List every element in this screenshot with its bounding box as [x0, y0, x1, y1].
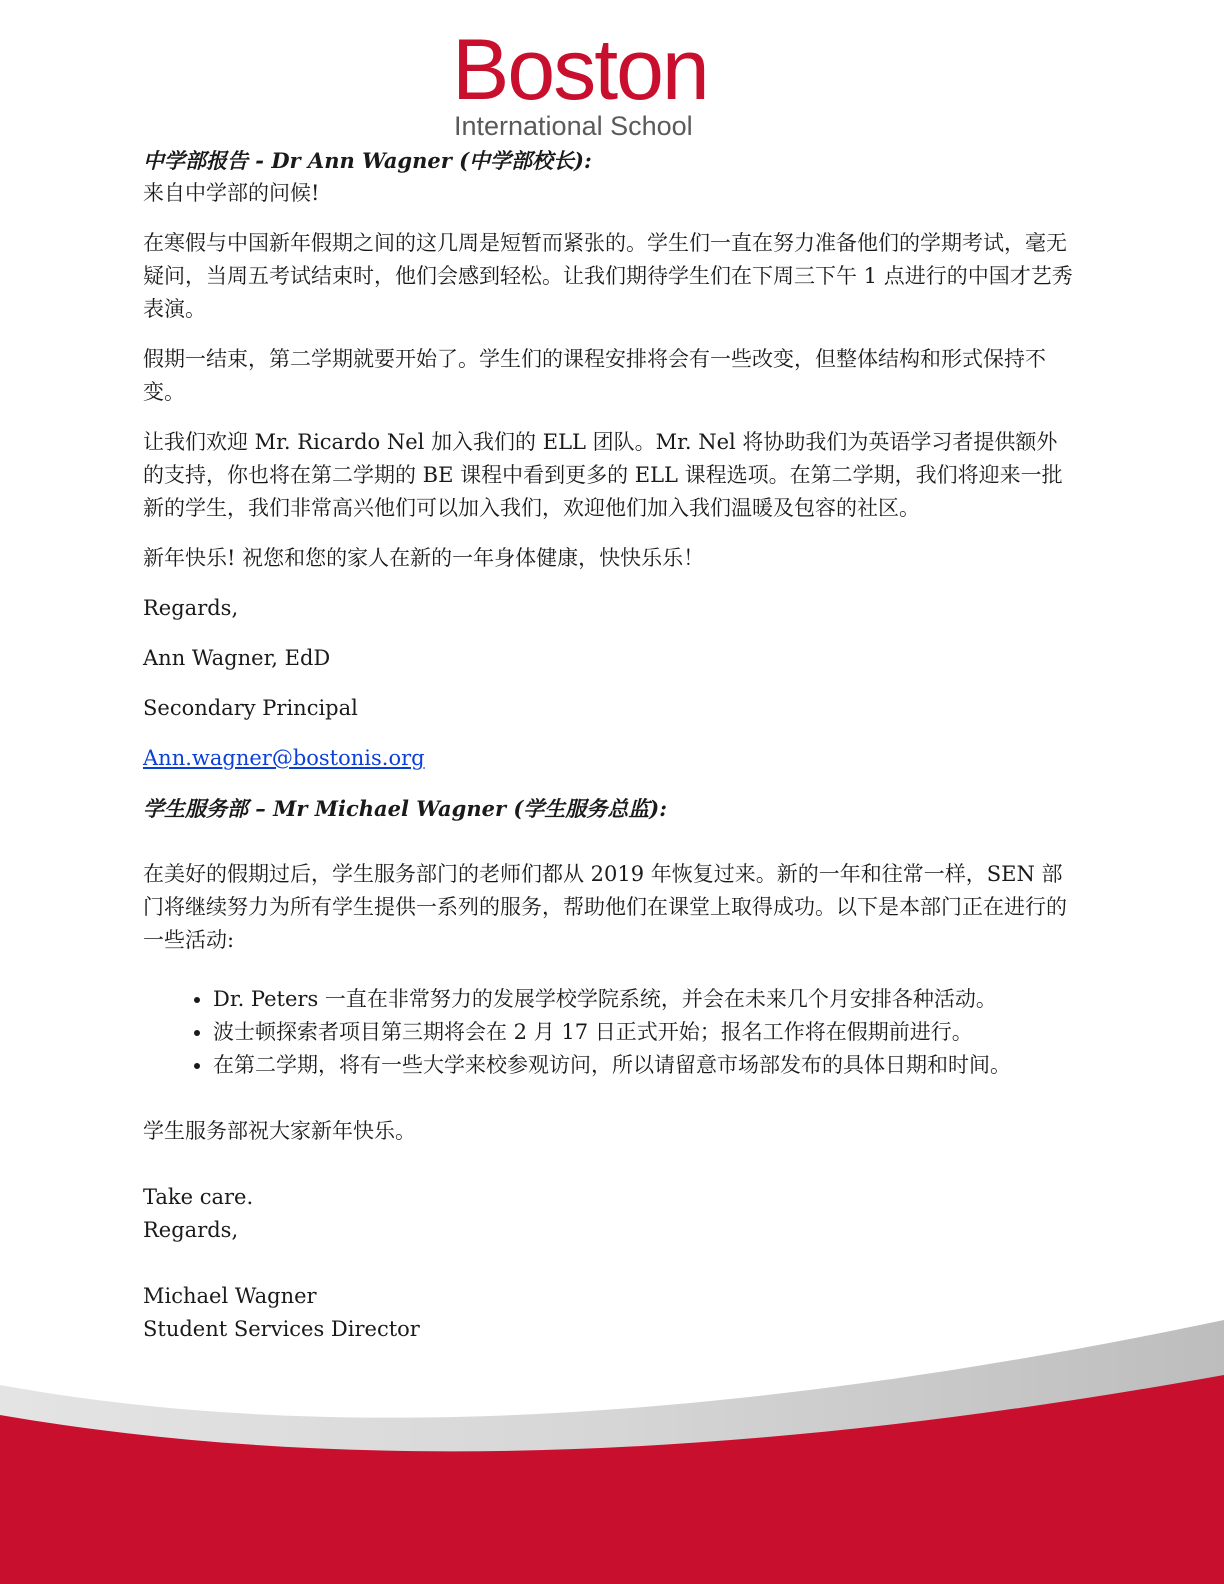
- student-services-take-care: Take care.: [143, 1185, 254, 1209]
- school-logo: [452, 22, 752, 142]
- list-item: • 在第二学期，将有一些大学来校参观访问，所以请留意市场部发布的具体日期和时间。: [213, 1049, 1073, 1082]
- student-services-paragraph-1: 在美好的假期过后，学生服务部门的老师们都从 2019 年恢复过来。新的一年和往常一样，SEN 部门将继续努力为所有学生提供一系列的服务，帮助他们在课堂上取得成功。以下是本部门正在进行的一些活动:: [143, 862, 1067, 952]
- list-item: • 波士顿探索者项目第三期将会在 2 月 17 日正式开始；报名工作将在假期前进行。: [213, 1016, 1073, 1049]
- student-services-list: [143, 983, 1073, 1082]
- secondary-paragraph-1: 在寒假与中国新年假期之间的这几周是短暂而紧张的。学生们一直在努力准备他们的学期考试，毫无疑问，当周五考试结束时，他们会感到轻松。让我们期待学生们在下周三下午 1 点进行的中国才艺秀表演。: [143, 231, 1073, 321]
- logo-subtitle: International School: [454, 111, 693, 141]
- student-services-heading: 学生服务部 – Mr Michael Wagner (学生服务总监):: [143, 796, 667, 821]
- secondary-regards: Regards,: [143, 596, 239, 620]
- footer-swoosh: [0, 1290, 1224, 1584]
- list-item: • Dr. Peters 一直在非常努力的发展学校学院系统，并会在未来几个月安排各种活动。: [213, 983, 1073, 1016]
- secondary-signature-title: Secondary Principal: [143, 696, 358, 720]
- student-services-regards: Regards,: [143, 1218, 239, 1242]
- secondary-signature-name: Ann Wagner, EdD: [143, 646, 331, 670]
- secondary-paragraph-2: 假期一结束，第二学期就要开始了。学生们的课程安排将会有一些改变，但整体结构和形式保持不变。: [143, 347, 1046, 404]
- secondary-paragraph-3: 让我们欢迎 Mr. Ricardo Nel 加入我们的 ELL 团队。Mr. Nel 将协助我们为英语学习者提供额外的支持，你也将在第二学期的 BE 课程中看到更多的 ELL 课程选项。在第二学期，我们将迎来一批新的学生，我们非常高兴他们可以加入我们，欢迎他们加入我们温暖及包容的社区。: [143, 430, 1063, 520]
- logo-wordmark: Boston: [452, 22, 708, 118]
- secondary-greeting: 来自中学部的问候!: [143, 181, 320, 205]
- secondary-heading: 中学部报告 - Dr Ann Wagner (中学部校长):: [143, 148, 592, 173]
- newsletter-body: [143, 144, 1073, 1346]
- secondary-email-link[interactable]: Ann.wagner@bostonis.org: [143, 746, 425, 770]
- student-services-signature-title: Student Services Director: [143, 1317, 420, 1341]
- student-services-signature-name: Michael Wagner: [143, 1284, 317, 1308]
- secondary-paragraph-4: 新年快乐! 祝您和您的家人在新的一年身体健康，快快乐乐！: [143, 546, 705, 570]
- student-services-closing: 学生服务部祝大家新年快乐。: [143, 1119, 416, 1143]
- footer-red-band: [0, 1375, 1224, 1584]
